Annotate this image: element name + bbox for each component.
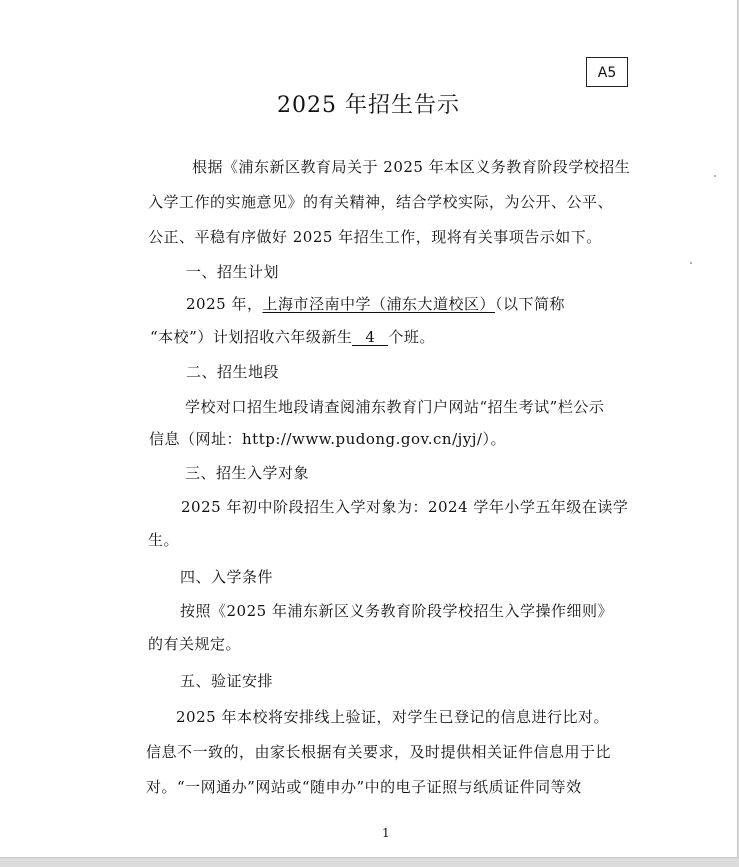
plan-classes-text: “本校”）计划招收六年级新生 (150, 328, 353, 346)
document-title: 2025 年招生告示 (277, 93, 460, 118)
enrollment-plan-line (150, 326, 435, 347)
section-heading: 三、招生入学对象 (185, 464, 310, 482)
body-line: 学校对口招生地段请查阅浦东教育门户网站“招生考试”栏公示 (185, 398, 605, 416)
document-code-box: A5 (586, 57, 628, 87)
enrollment-plan-line (186, 293, 565, 314)
body-line: 的有关规定。 (148, 635, 242, 653)
section-heading: 五、验证安排 (180, 672, 274, 690)
section-heading: 四、入学条件 (180, 568, 274, 586)
scan-speck (690, 262, 692, 264)
plan-abbrev-text: （以下简称 (494, 295, 565, 313)
body-line: 生。 (148, 531, 180, 549)
section-heading: 二、招生地段 (186, 363, 280, 381)
body-line: 2025 年本校将安排线上验证，对学生已登记的信息进行比对。 (176, 708, 609, 726)
body-line: 对。“一网通办”网站或“随申办”中的电子证照与纸质证件同等效 (146, 778, 582, 796)
school-name: 上海市泾南中学（浦东大道校区） (262, 295, 495, 313)
body-line: 按照《2025 年浦东新区义务教育阶段学校招生入学操作细则》 (180, 602, 613, 620)
plan-year-text: 2025 年， (186, 295, 263, 313)
body-line: 2025 年初中阶段招生入学对象为：2024 学年小学五年级在读学 (181, 498, 629, 516)
page-number: 1 (382, 826, 390, 840)
intro-line: 公正、平稳有序做好 2025 年招生工作，现将有关事项告示如下。 (148, 228, 602, 246)
class-count: 4 (352, 330, 388, 346)
intro-line: 根据《浦东新区教育局关于 2025 年本区义务教育阶段学校招生 (192, 158, 631, 176)
plan-classes-suffix: 个班。 (388, 328, 435, 346)
section-heading: 一、招生计划 (186, 263, 280, 281)
body-line: 信息（网址：http://www.pudong.gov.cn/jyj/）。 (149, 430, 506, 448)
body-line: 信息不一致的，由家长根据有关要求，及时提供相关证件信息用于比 (146, 743, 612, 761)
scan-speck (714, 175, 716, 177)
intro-line: 入学工作的实施意见》的有关精神，结合学校实际，为公开、公平、 (148, 193, 614, 211)
